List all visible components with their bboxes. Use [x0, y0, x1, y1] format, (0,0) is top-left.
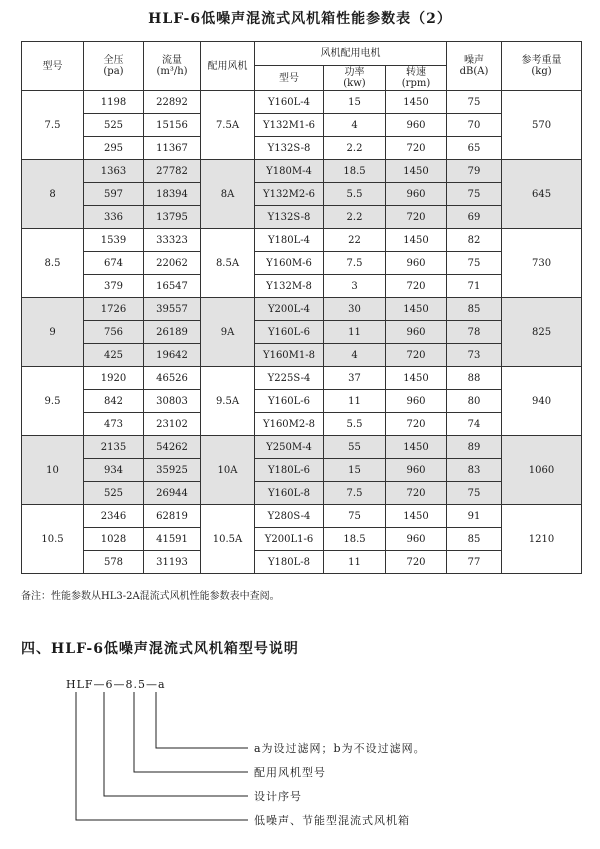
cell-noise: 75: [447, 91, 502, 114]
cell-weight: 645: [502, 160, 582, 229]
header-motor-group: 风机配用电机: [255, 42, 447, 66]
header-noise: 噪声 dB(A): [447, 42, 502, 91]
cell-motor-model: Y132M2-6: [255, 183, 324, 206]
cell-noise: 79: [447, 160, 502, 183]
cell-model: 8: [22, 160, 84, 229]
cell-noise: 85: [447, 528, 502, 551]
cell-power: 4: [324, 114, 386, 137]
cell-noise: 73: [447, 344, 502, 367]
cell-pressure: 1363: [84, 160, 144, 183]
cell-power: 2.2: [324, 137, 386, 160]
cell-speed: 1450: [386, 91, 447, 114]
cell-noise: 77: [447, 551, 502, 574]
cell-power: 2.2: [324, 206, 386, 229]
cell-speed: 720: [386, 551, 447, 574]
cell-weight: 940: [502, 367, 582, 436]
cell-flow: 46526: [144, 367, 201, 390]
page-title: HLF-6低噪声混流式风机箱性能参数表（2）: [148, 11, 452, 27]
cell-noise: 75: [447, 252, 502, 275]
cell-power: 15: [324, 91, 386, 114]
cell-power: 3: [324, 275, 386, 298]
cell-pressure: 525: [84, 482, 144, 505]
code-part-a: a: [158, 678, 166, 691]
cell-flow: 30803: [144, 390, 201, 413]
cell-noise: 65: [447, 137, 502, 160]
cell-speed: 1450: [386, 367, 447, 390]
cell-flow: 19642: [144, 344, 201, 367]
code-part-6: 6: [105, 678, 114, 691]
cell-noise: 74: [447, 413, 502, 436]
cell-pressure: 1726: [84, 298, 144, 321]
cell-pressure: 336: [84, 206, 144, 229]
cell-power: 5.5: [324, 183, 386, 206]
cell-noise: 85: [447, 298, 502, 321]
cell-fan: 8A: [201, 160, 255, 229]
cell-flow: 15156: [144, 114, 201, 137]
model-desc-sequence: 设计序号: [254, 790, 302, 803]
cell-power: 11: [324, 321, 386, 344]
cell-pressure: 1920: [84, 367, 144, 390]
cell-pressure: 425: [84, 344, 144, 367]
header-power: 功率 (kw): [324, 66, 386, 91]
cell-pressure: 1539: [84, 229, 144, 252]
cell-motor-model: Y180M-4: [255, 160, 324, 183]
cell-noise: 82: [447, 229, 502, 252]
cell-weight: 730: [502, 229, 582, 298]
cell-speed: 960: [386, 183, 447, 206]
cell-motor-model: Y160M1-8: [255, 344, 324, 367]
header-motor-model: 型号: [255, 66, 324, 91]
cell-speed: 960: [386, 459, 447, 482]
cell-power: 15: [324, 459, 386, 482]
cell-model: 7.5: [22, 91, 84, 160]
cell-noise: 70: [447, 114, 502, 137]
cell-power: 75: [324, 505, 386, 528]
header-model: 型号: [22, 42, 84, 91]
cell-flow: 41591: [144, 528, 201, 551]
cell-pressure: 295: [84, 137, 144, 160]
cell-flow: 26944: [144, 482, 201, 505]
cell-speed: 1450: [386, 505, 447, 528]
cell-pressure: 1198: [84, 91, 144, 114]
cell-noise: 78: [447, 321, 502, 344]
cell-speed: 720: [386, 482, 447, 505]
cell-power: 11: [324, 390, 386, 413]
cell-speed: 720: [386, 137, 447, 160]
cell-motor-model: Y132M-8: [255, 275, 324, 298]
cell-weight: 1060: [502, 436, 582, 505]
header-speed: 转速 (rpm): [386, 66, 447, 91]
cell-speed: 720: [386, 413, 447, 436]
cell-pressure: 842: [84, 390, 144, 413]
cell-noise: 75: [447, 183, 502, 206]
cell-power: 7.5: [324, 252, 386, 275]
cell-speed: 960: [386, 528, 447, 551]
cell-flow: 16547: [144, 275, 201, 298]
cell-power: 7.5: [324, 482, 386, 505]
cell-pressure: 2346: [84, 505, 144, 528]
cell-power: 11: [324, 551, 386, 574]
cell-motor-model: Y160M2-8: [255, 413, 324, 436]
cell-fan: 10.5A: [201, 505, 255, 574]
cell-power: 5.5: [324, 413, 386, 436]
cell-fan: 9A: [201, 298, 255, 367]
cell-flow: 26189: [144, 321, 201, 344]
model-desc-type: 低噪声、节能型混流式风机箱: [254, 814, 410, 827]
cell-noise: 80: [447, 390, 502, 413]
leader-line-a: [156, 692, 248, 748]
cell-weight: 825: [502, 298, 582, 367]
cell-motor-model: Y160L-6: [255, 321, 324, 344]
cell-flow: 31193: [144, 551, 201, 574]
cell-fan: 8.5A: [201, 229, 255, 298]
cell-weight: 1210: [502, 505, 582, 574]
cell-power: 37: [324, 367, 386, 390]
model-desc-filter: a为设过滤网；b为不设过滤网。: [254, 742, 426, 755]
cell-model: 9.5: [22, 367, 84, 436]
cell-noise: 89: [447, 436, 502, 459]
code-dash: —: [113, 678, 126, 691]
cell-power: 18.5: [324, 160, 386, 183]
cell-motor-model: Y132S-8: [255, 137, 324, 160]
cell-speed: 720: [386, 206, 447, 229]
leader-line-hlf: [76, 692, 248, 820]
cell-motor-model: Y250M-4: [255, 436, 324, 459]
cell-speed: 960: [386, 321, 447, 344]
cell-pressure: 525: [84, 114, 144, 137]
cell-speed: 960: [386, 252, 447, 275]
cell-motor-model: Y200L1-6: [255, 528, 324, 551]
cell-motor-model: Y180L-4: [255, 229, 324, 252]
cell-fan: 9.5A: [201, 367, 255, 436]
header-weight: 参考重量 (kg): [502, 42, 582, 91]
cell-pressure: 756: [84, 321, 144, 344]
cell-pressure: 674: [84, 252, 144, 275]
cell-motor-model: Y180L-8: [255, 551, 324, 574]
cell-speed: 960: [386, 114, 447, 137]
cell-power: 22: [324, 229, 386, 252]
cell-flow: 18394: [144, 183, 201, 206]
cell-power: 30: [324, 298, 386, 321]
cell-noise: 88: [447, 367, 502, 390]
cell-pressure: 1028: [84, 528, 144, 551]
cell-pressure: 2135: [84, 436, 144, 459]
cell-flow: 39557: [144, 298, 201, 321]
cell-power: 4: [324, 344, 386, 367]
cell-motor-model: Y280S-4: [255, 505, 324, 528]
cell-motor-model: Y180L-6: [255, 459, 324, 482]
cell-speed: 1450: [386, 160, 447, 183]
code-dash: —: [146, 678, 159, 691]
cell-noise: 83: [447, 459, 502, 482]
code-part-hlf: HLF: [66, 678, 94, 691]
cell-model: 9: [22, 298, 84, 367]
cell-noise: 91: [447, 505, 502, 528]
header-flow: 流量 (m³/h): [144, 42, 201, 91]
model-desc-fan: 配用风机型号: [254, 766, 326, 779]
table-note: 备注：性能参数从HL3-2A混流式风机性能参数表中查阅。: [21, 591, 280, 602]
cell-motor-model: Y160M-6: [255, 252, 324, 275]
code-part-85: 8.5: [125, 678, 147, 691]
cell-motor-model: Y160L-6: [255, 390, 324, 413]
code-dash: —: [93, 678, 106, 691]
cell-flow: 27782: [144, 160, 201, 183]
cell-speed: 960: [386, 390, 447, 413]
cell-flow: 33323: [144, 229, 201, 252]
cell-flow: 62819: [144, 505, 201, 528]
leader-line-fan: [134, 692, 248, 772]
cell-flow: 11367: [144, 137, 201, 160]
cell-motor-model: Y225S-4: [255, 367, 324, 390]
cell-motor-model: Y132M1-6: [255, 114, 324, 137]
cell-model: 10: [22, 436, 84, 505]
cell-flow: 35925: [144, 459, 201, 482]
cell-speed: 1450: [386, 436, 447, 459]
cell-power: 18.5: [324, 528, 386, 551]
cell-fan: 7.5A: [201, 91, 255, 160]
cell-model: 10.5: [22, 505, 84, 574]
cell-flow: 23102: [144, 413, 201, 436]
header-fan: 配用风机: [201, 42, 255, 91]
cell-flow: 22892: [144, 91, 201, 114]
cell-flow: 54262: [144, 436, 201, 459]
cell-speed: 1450: [386, 229, 447, 252]
cell-model: 8.5: [22, 229, 84, 298]
cell-weight: 570: [502, 91, 582, 160]
section-title: 四、HLF-6低噪声混流式风机箱型号说明: [21, 641, 299, 657]
cell-pressure: 379: [84, 275, 144, 298]
cell-power: 55: [324, 436, 386, 459]
cell-fan: 10A: [201, 436, 255, 505]
cell-flow: 13795: [144, 206, 201, 229]
cell-noise: 69: [447, 206, 502, 229]
cell-speed: 720: [386, 344, 447, 367]
cell-pressure: 934: [84, 459, 144, 482]
header-pressure: 全压 (pa): [84, 42, 144, 91]
leader-line-seq: [104, 692, 248, 796]
cell-motor-model: Y160L-8: [255, 482, 324, 505]
cell-noise: 71: [447, 275, 502, 298]
cell-pressure: 473: [84, 413, 144, 436]
cell-flow: 22062: [144, 252, 201, 275]
cell-motor-model: Y132S-8: [255, 206, 324, 229]
cell-pressure: 578: [84, 551, 144, 574]
cell-speed: 1450: [386, 298, 447, 321]
cell-speed: 720: [386, 275, 447, 298]
cell-noise: 75: [447, 482, 502, 505]
cell-pressure: 597: [84, 183, 144, 206]
cell-motor-model: Y200L-4: [255, 298, 324, 321]
cell-motor-model: Y160L-4: [255, 91, 324, 114]
